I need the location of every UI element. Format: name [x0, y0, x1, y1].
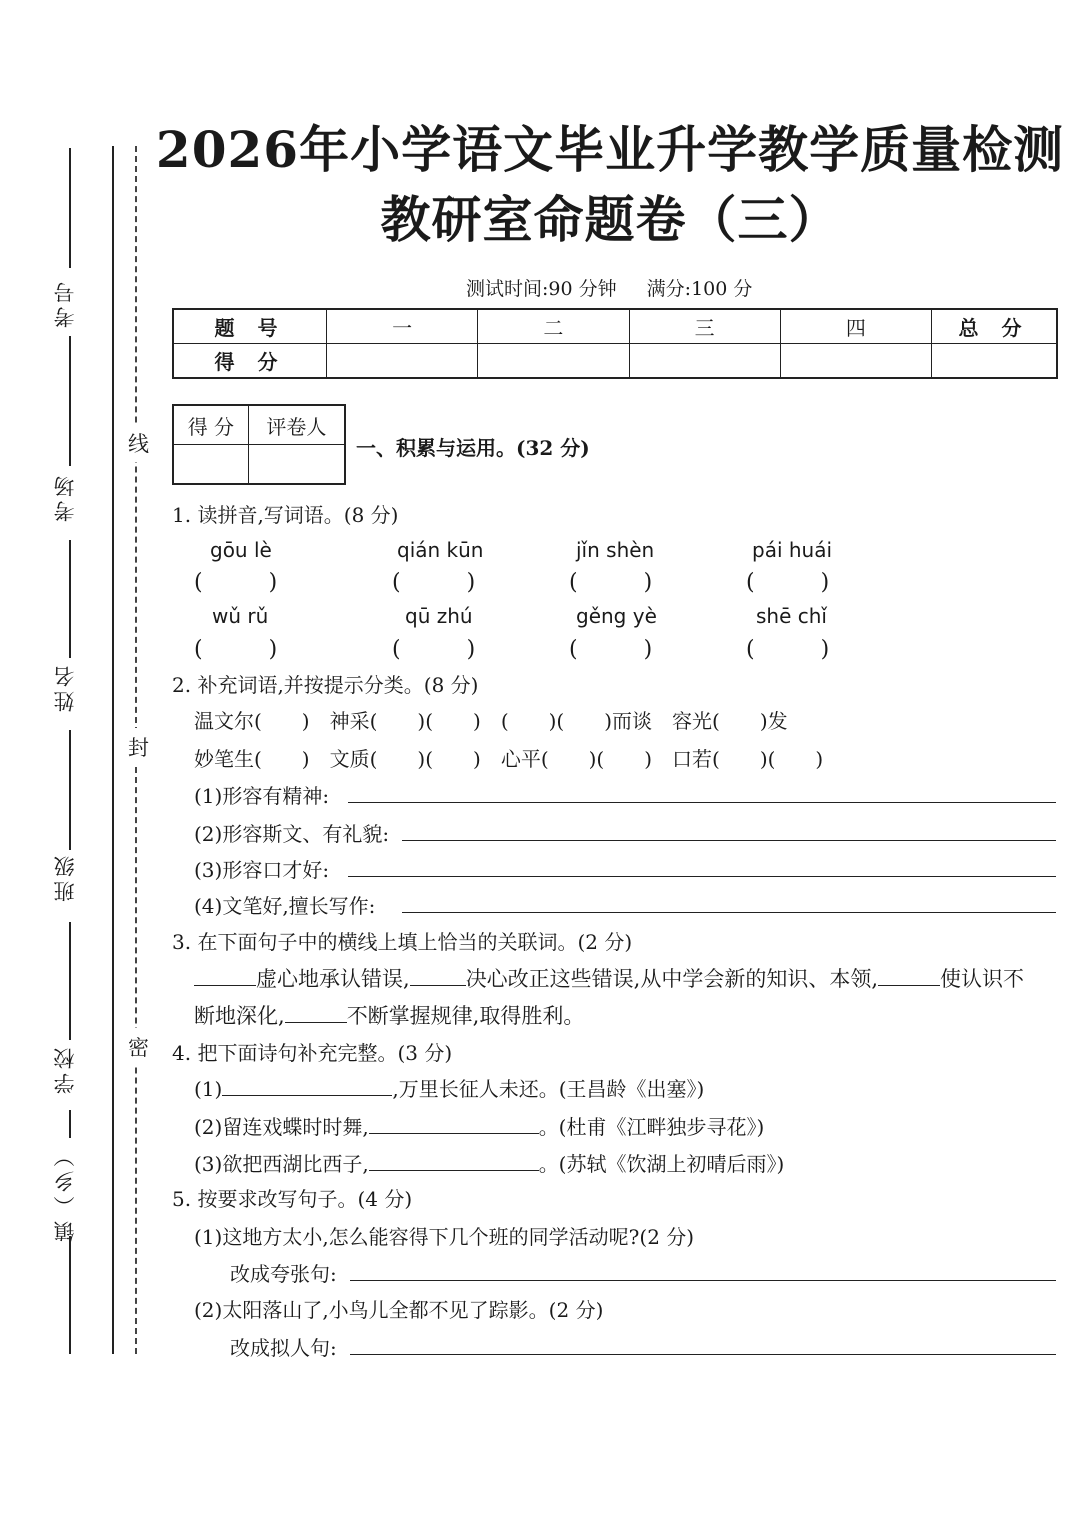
- label-rule: [69, 1236, 71, 1354]
- answer-blank[interactable]: [878, 967, 940, 986]
- full-score: 满分:100 分: [646, 278, 753, 300]
- label-rule: [69, 922, 71, 1040]
- page-title-line2: 教研室命题卷（三）: [380, 190, 840, 249]
- answer-paren[interactable]: ( ): [569, 570, 653, 595]
- pinyin: shē chǐ: [756, 604, 827, 628]
- label-rule: [69, 336, 71, 466]
- answer-blank[interactable]: [369, 1152, 539, 1171]
- answer-blank[interactable]: [410, 967, 466, 986]
- score-table-header: [173, 309, 1057, 344]
- seal-char-feng: 封: [128, 728, 149, 766]
- question-3-title: 3. 在下面句子中的横线上填上恰当的关联词。(2 分): [172, 930, 633, 954]
- score-cell[interactable]: [932, 344, 1058, 379]
- question-4-title: 4. 把下面诗句补充完整。(3 分): [172, 1041, 453, 1065]
- answer-blank[interactable]: [194, 967, 256, 986]
- score-cell[interactable]: [780, 344, 931, 379]
- score-table-row: [173, 344, 1057, 379]
- idiom-row[interactable]: 温文尔( ) 神采( )( ) ( )( )而谈 容光( )发: [194, 709, 788, 733]
- pinyin: jǐn shèn: [576, 538, 655, 562]
- answer-paren[interactable]: ( ): [746, 570, 830, 595]
- score-header-cell: 二: [478, 309, 629, 344]
- score-header-cell: 总 分: [932, 309, 1058, 344]
- answer-blank[interactable]: [222, 1077, 392, 1096]
- answer-paren[interactable]: ( ): [746, 637, 830, 662]
- poem-line: (1) ,万里长征人未还。(王昌龄《出塞》): [194, 1077, 705, 1101]
- label-rule: [69, 730, 71, 850]
- label-exam-number: 考号: [53, 278, 77, 328]
- answer-paren[interactable]: ( ): [569, 637, 653, 662]
- question-3-sentence: 虚心地承认错误, 决心改正这些错误,从中学会新的知识、本领, 使认识不: [194, 963, 1024, 993]
- answer-line[interactable]: [402, 840, 1056, 841]
- grader-name-label: 评卷人: [248, 405, 345, 445]
- rewrite-sentence: (1)这地方太小,怎么能容得下几个班的同学活动呢?(2 分): [194, 1225, 695, 1249]
- binding-solid-line: [112, 146, 114, 1354]
- pinyin: gōu lè: [210, 538, 272, 562]
- pinyin: qián kūn: [397, 538, 484, 562]
- rewrite-label: 改成夸张句:: [230, 1262, 337, 1286]
- label-school: 学校: [53, 1044, 77, 1094]
- score-cell[interactable]: [629, 344, 780, 379]
- score-cell[interactable]: [327, 344, 478, 379]
- poem-line: (3)欲把西湖比西子, 。(苏轼《饮湖上初晴后雨》): [194, 1152, 785, 1176]
- score-table: [172, 308, 1058, 379]
- page-title-line1: 2026年小学语文毕业升学教学质量检测: [155, 120, 1065, 179]
- category-label: (2)形容斯文、有礼貌:: [194, 822, 390, 846]
- question-5-title: 5. 按要求改写句子。(4 分): [172, 1187, 413, 1211]
- rewrite-label: 改成拟人句:: [230, 1336, 337, 1360]
- score-header-cell: 四: [780, 309, 931, 344]
- answer-line[interactable]: [348, 802, 1056, 803]
- label-name: 姓名: [53, 662, 77, 712]
- pinyin: wǔ rǔ: [212, 604, 269, 628]
- answer-line[interactable]: [350, 1280, 1056, 1281]
- answer-blank[interactable]: [369, 1115, 539, 1134]
- seal-char-xian: 线: [128, 424, 149, 462]
- pinyin: qū zhú: [405, 604, 473, 628]
- answer-paren[interactable]: ( ): [392, 637, 476, 662]
- answer-paren[interactable]: ( ): [392, 570, 476, 595]
- score-cell[interactable]: [478, 344, 629, 379]
- score-header-cell: 题 号: [173, 309, 327, 344]
- answer-line[interactable]: [348, 876, 1056, 877]
- answer-line[interactable]: [402, 912, 1056, 913]
- question-2-title: 2. 补充词语,并按提示分类。(8 分): [172, 673, 479, 697]
- grader-score-label: 得 分: [173, 405, 248, 445]
- question-3-sentence-cont: 断地深化, 不断掌握规律,取得胜利。: [194, 1004, 585, 1028]
- section-title: 一、积累与运用。(32 分): [356, 436, 590, 460]
- question-1-title: 1. 读拼音,写词语。(8 分): [172, 503, 399, 527]
- label-exam-room: 考场: [53, 472, 77, 522]
- score-header-cell: 三: [629, 309, 780, 344]
- exam-meta: [466, 274, 752, 301]
- score-header-cell: 一: [327, 309, 478, 344]
- answer-line[interactable]: [350, 1354, 1056, 1355]
- label-class: 班级: [53, 852, 77, 902]
- answer-paren[interactable]: ( ): [194, 570, 278, 595]
- pinyin: gěng yè: [576, 604, 657, 628]
- pinyin: pái huái: [752, 538, 833, 562]
- test-time: 测试时间:90 分钟: [466, 278, 617, 300]
- label-rule: [69, 540, 71, 658]
- category-label: (4)文笔好,擅长写作:: [194, 894, 376, 918]
- grader-name-cell[interactable]: [248, 445, 345, 485]
- poem-line: (2)留连戏蝶时时舞, 。(杜甫《江畔独步寻花》): [194, 1115, 765, 1139]
- label-rule: [69, 1110, 71, 1138]
- seal-char-mi: 密: [128, 1028, 149, 1066]
- answer-blank[interactable]: [285, 1004, 347, 1023]
- grader-score-cell[interactable]: [173, 445, 248, 485]
- label-town: 镇（乡）: [53, 1142, 77, 1242]
- score-row-label: 得 分: [173, 344, 327, 379]
- rewrite-sentence: (2)太阳落山了,小鸟儿全都不见了踪影。(2 分): [194, 1298, 604, 1322]
- idiom-row[interactable]: 妙笔生( ) 文质( )( ) 心平( )( ) 口若( )( ): [194, 747, 824, 771]
- grader-box: [172, 404, 346, 485]
- category-label: (1)形容有精神:: [194, 784, 330, 808]
- answer-paren[interactable]: ( ): [194, 637, 278, 662]
- category-label: (3)形容口才好:: [194, 858, 330, 882]
